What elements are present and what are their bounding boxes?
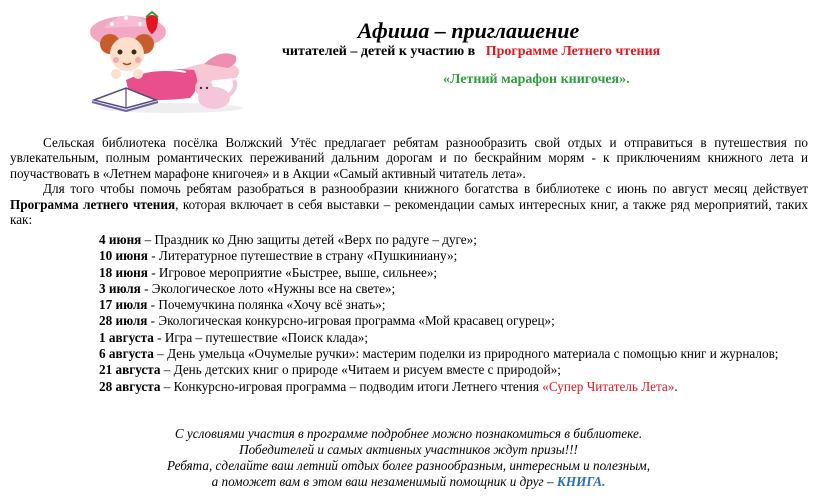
super-reader-highlight: «Супер Читатель Лета»: [542, 378, 675, 394]
event-item-final: [99, 379, 809, 395]
event-text: – Конкурсно-игровая программа – подводим итоги Летнего чтения: [160, 378, 543, 394]
closing-line-4: [0, 474, 817, 490]
intro-p2-start: Для того чтобы помочь ребятам разобраться в разнообразии книжного богатства в библиотеке с июнь по август месяц действует: [43, 181, 808, 197]
event-date: 4 июня: [99, 232, 142, 247]
event-item: [99, 248, 809, 264]
event-text: - Почемучкина полянка «Хочу всё знать»;: [147, 297, 386, 313]
closing-line-3: Ребята, сделайте ваш летний отдых более разнообразным, интересным и полезным,: [166, 458, 650, 473]
intro-paragraph-1: Сельская библиотека посёлка Волжский Утёс предлагает ребятам разнообразить свой отдых и отправиться в путешествия по увлекательным, полным романтических переживаний дальним дорогам и по бескрайним морям - к приключениям книжного лета и поучаствовать в «Летнем марафоне книгочея» и в Акции «Самый активный читатель лета».: [10, 135, 808, 181]
page-subtitle: [282, 44, 660, 60]
event-date: 28 июля: [99, 313, 148, 329]
marathon-title: «Летний марафон книгочея».: [443, 72, 630, 87]
event-date: 6 августа: [99, 346, 154, 362]
closing-line-2: Победителей и самых активных участников ждут призы!!!: [239, 442, 578, 457]
program-name: Программе Летнего чтения: [485, 44, 661, 59]
event-text: - Игра – путешествие «Поиск клада»;: [153, 329, 369, 345]
intro-program-bold: Программа летнего чтения: [10, 196, 176, 212]
event-item: [99, 346, 809, 362]
event-item: [99, 232, 809, 248]
event-text: – День детских книг о природе «Читаем и рисуем вместе с природой»;: [160, 362, 561, 378]
event-text: – Праздник ко Дню защиты детей «Верх по радуге – дуге»;: [141, 232, 477, 247]
intro-p2-end: , которая включает в себя выставки – рекомендации самых интересных книг, а также ряд мероприятий, таких как:: [10, 196, 808, 228]
event-item: [99, 362, 809, 378]
event-date: 21 августа: [99, 362, 161, 378]
event-text: - Литературное путешествие в страну «Пушкиниану»;: [147, 248, 458, 264]
event-text: - Экологическая конкурсно-игровая программа «Мой красавец огурец»;: [147, 313, 555, 329]
intro-paragraph-2: [10, 181, 808, 227]
event-text: - Игровое мероприятие «Быстрее, выше, сильнее»;: [147, 264, 438, 280]
event-item: [99, 330, 809, 346]
book-highlight: КНИГА.: [556, 474, 606, 489]
event-date: 1 августа: [99, 329, 154, 345]
event-date: 3 июля: [99, 280, 141, 296]
event-date: 18 июня: [99, 264, 148, 280]
event-text: – День умельца «Очумелые ручки»: мастерим поделки из природного материала с помощью книг и журналов;: [153, 346, 779, 362]
event-item: [99, 281, 809, 297]
event-date: 17 июля: [99, 297, 148, 313]
page-title: Афиша – приглашение: [357, 18, 580, 43]
closing-line-4-text: а поможет вам в этом ваш незаменимый помощник и друг –: [211, 474, 557, 489]
event-date: 10 июня: [99, 248, 148, 264]
intro-text: [10, 135, 808, 227]
event-text: - Экологическое лото «Нужны все на свете»;: [140, 280, 396, 296]
event-item: [99, 313, 809, 329]
closing-line-1: С условиями участия в программе подробнее можно познакомиться в библиотеке.: [174, 426, 643, 441]
closing-text: [0, 426, 817, 490]
event-item: [99, 265, 809, 281]
subtitle-prefix: читателей – детей к участию в: [282, 44, 476, 59]
events-list: [99, 232, 809, 395]
event-item: [99, 297, 809, 313]
event-date: 28 августа: [99, 378, 161, 394]
event-end: .: [674, 378, 678, 394]
